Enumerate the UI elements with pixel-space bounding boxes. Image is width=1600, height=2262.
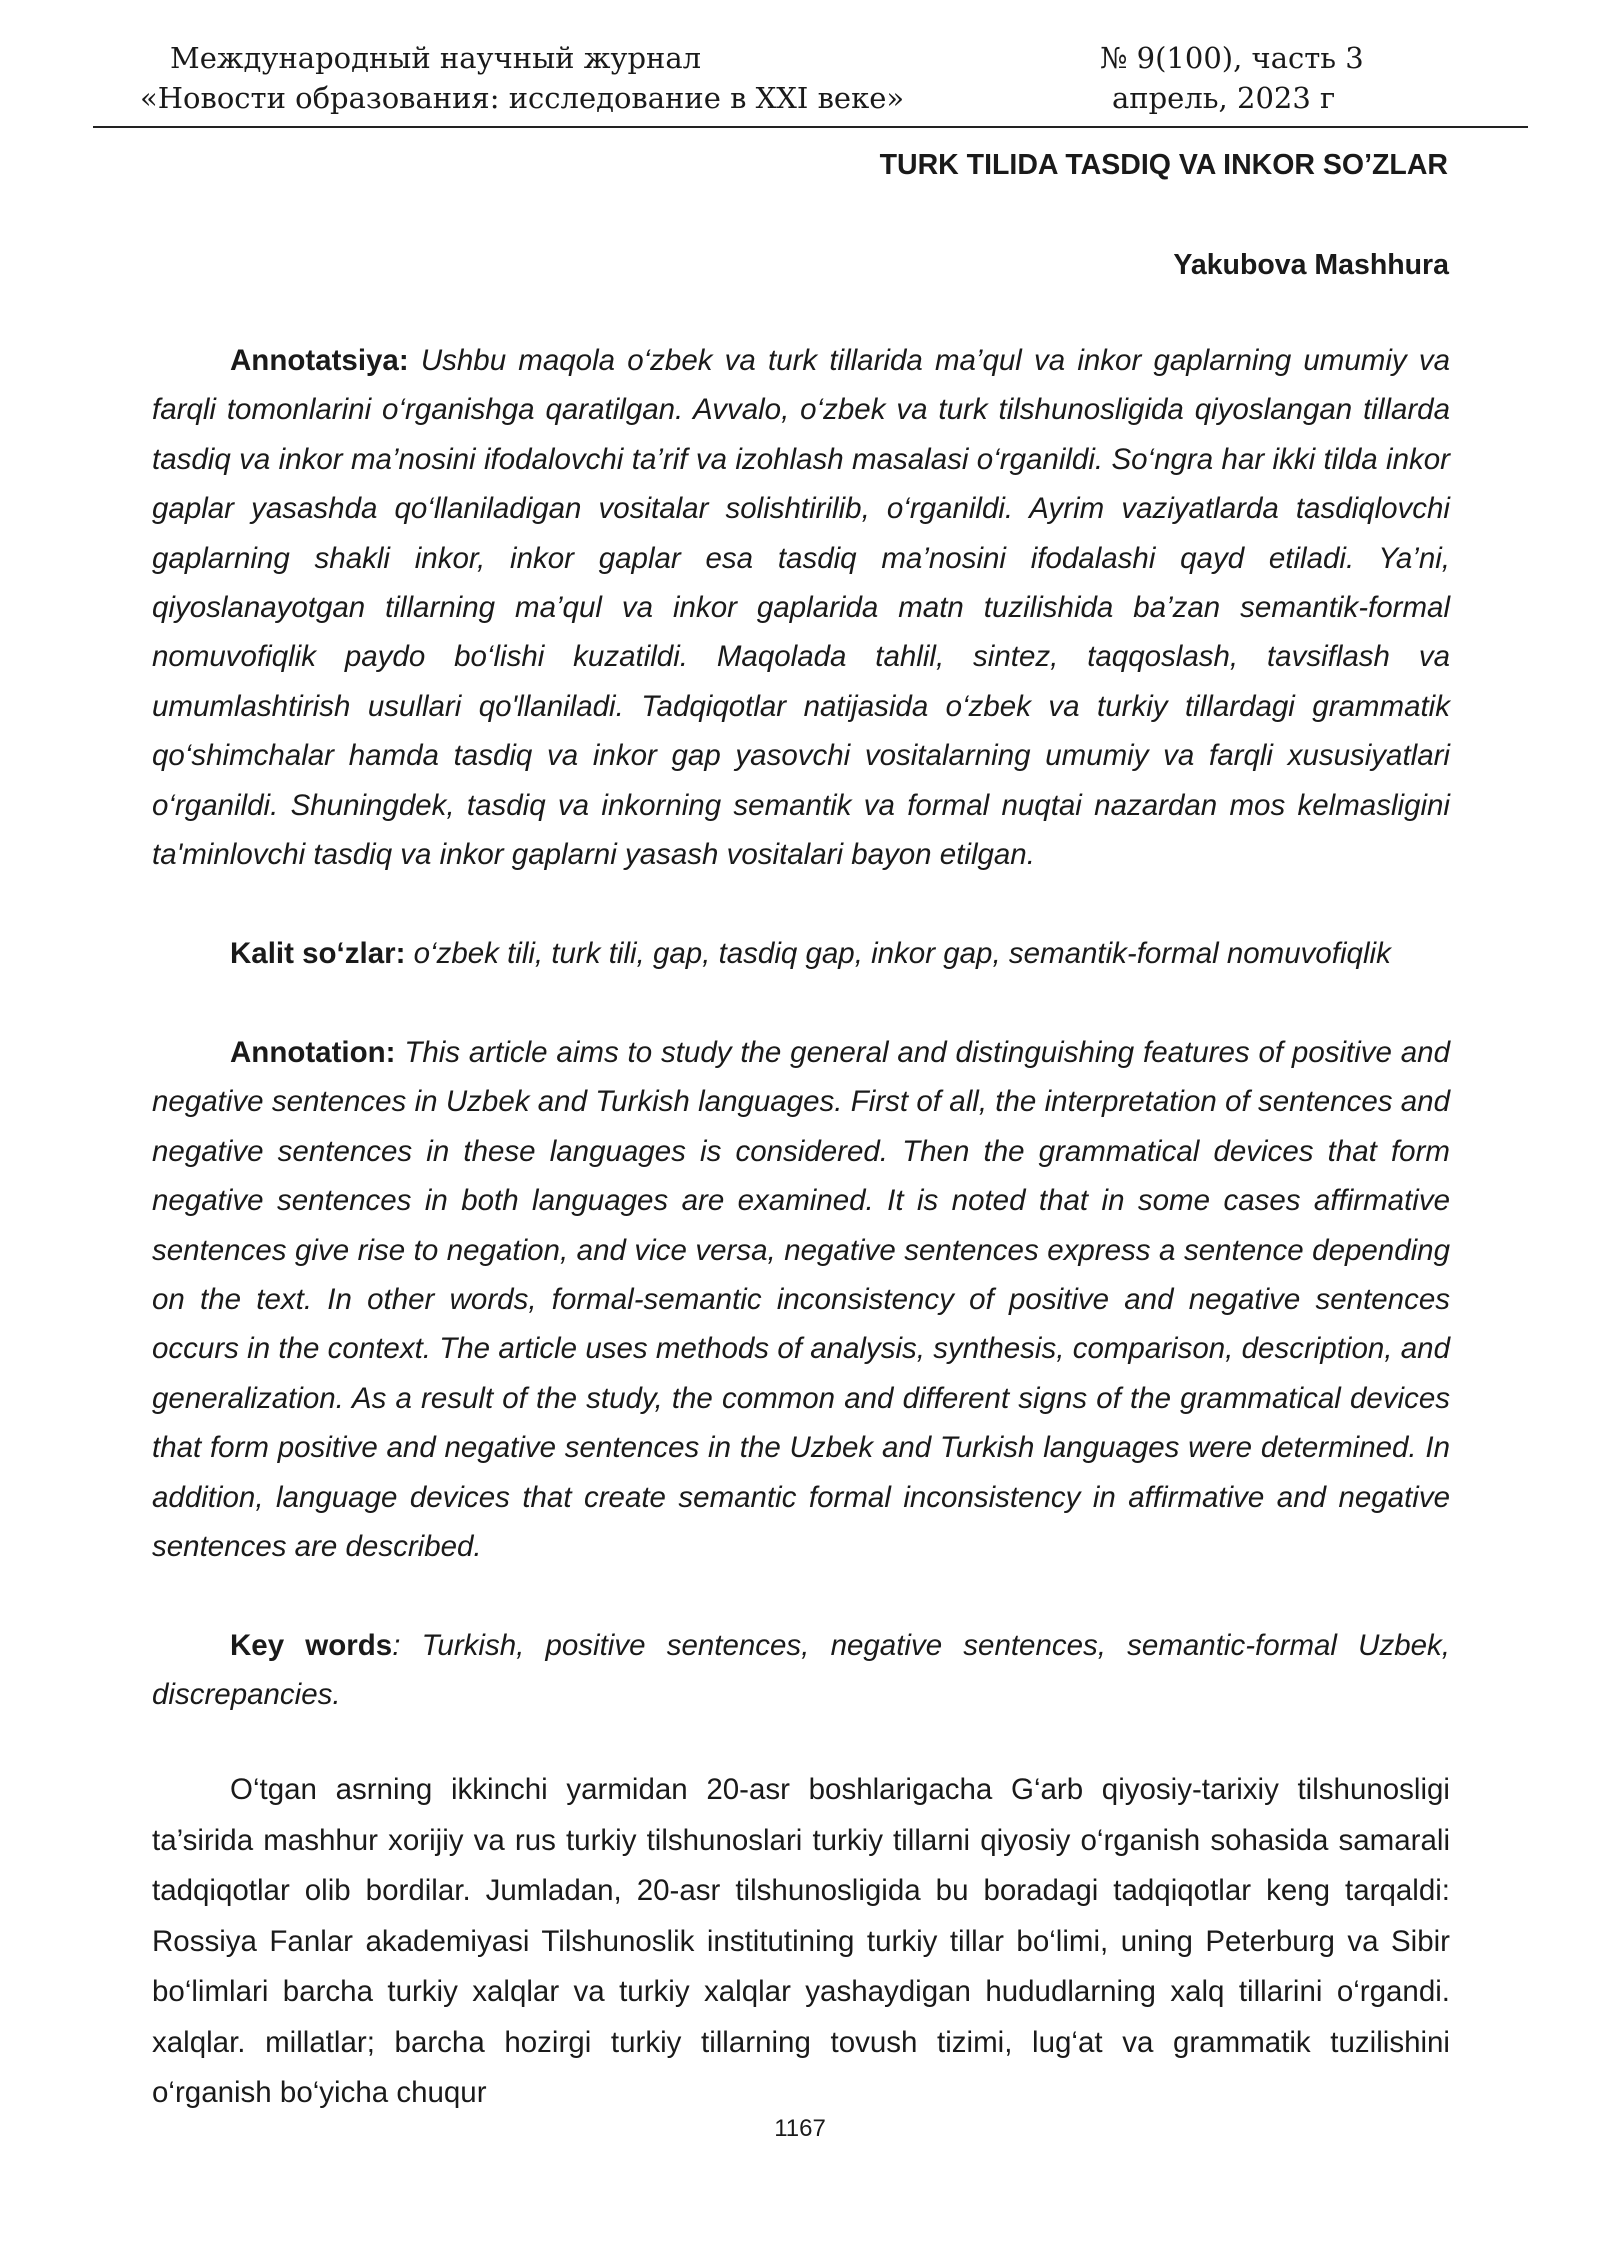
annotation-english-text: This article aims to study the general and distinguishing features of positive and negative sentences in Uzbek and Turkish languages. First of all, the interpretation of sentences and negative sentences in these languages is considered. Then the grammatical devices that form negative sentences in both languages are examined. It is noted that in some cases affirmative sentences give rise to negation, and vice versa, negative sentences express a sentence depending on the text. In other words, formal-semantic inconsistency of positive and negative sentences occurs in the context. The article uses methods of analysis, synthesis, comparison, description, and generalization. As a result of the study, the common and different signs of the grammatical devices that form positive and negative sentences in the Uzbek and Turkish languages were determined. In addition, language devices that create semantic formal inconsistency in affirmative and negative sentences are described.: [152, 1036, 1450, 1564]
keywords-english-label: Key words: [230, 1629, 393, 1662]
journal-name-line-2: «Новости образования: исследование в XXI веке»: [140, 81, 905, 115]
keywords-uzbek-text: o‘zbek tili, turk tili, gap, tasdiq gap, inkor gap, semantik-formal nomuvofiqlik: [413, 937, 1391, 970]
annotation-uzbek: [152, 336, 1450, 879]
keywords-uzbek-label: Kalit so‘zlar:: [230, 937, 406, 970]
annotation-english-label: Annotation:: [230, 1036, 396, 1069]
article-title: TURK TILIDA TASDIQ VA INKOR SO’ZLAR: [879, 149, 1448, 181]
issue-number: № 9(100), часть 3: [1100, 41, 1364, 75]
journal-name-line-1: Международный научный журнал: [170, 41, 702, 75]
annotation-uzbek-text: Ushbu maqola o‘zbek va turk tillarida ma’qul va inkor gaplarning umumiy va farqli tomonlarini o‘rganishga qaratilgan. Avvalo, o‘zbek va turk tilshunosligida qiyoslangan tillarda tasdiq va inkor ma’nosini ifodalovchi ta’rif va izohlash masalasi o‘rganildi. So‘ngra har ikki tilda inkor gaplar yasashda qo‘llaniladigan vositalar solishtirilib, o‘rganildi. Ayrim vaziyatlarda tasdiqlovchi gaplarning shakli inkor, inkor gaplar esa tasdiq ma’nosini ifodalashi qayd etiladi. Ya’ni, qiyoslanayotgan tillarning ma’qul va inkor gaplarida matn tuzilishida ba’zan semantik-formal nomuvofiqlik paydo bo‘lishi kuzatildi. Maqolada tahlil, sintez, taqqoslash, tavsiflash va umumlashtirish usullari qo'llaniladi. Tadqiqotlar natijasida o‘zbek va turkiy tillardagi grammatik qo‘shimchalar hamda tasdiq va inkor gap yasovchi vositalarning umumiy va farqli xususiyatlari o‘rganildi. Shuningdek, tasdiq va inkorning semantik va formal nuqtai nazardan mos kelmasligini ta'minlovchi tasdiq va inkor gaplarni yasash vositalari bayon etilgan.: [152, 344, 1450, 872]
annotation-english: [152, 1028, 1450, 1571]
article-author: Yakubova Mashhura: [1173, 249, 1449, 281]
journal-name-block: [140, 38, 940, 118]
keywords-english: [152, 1621, 1450, 1720]
page-number: 1167: [774, 2115, 826, 2142]
header-divider: [93, 126, 1528, 128]
issue-date: апрель, 2023 г: [1112, 81, 1336, 115]
annotation-uzbek-label: Annotatsiya:: [230, 344, 409, 377]
keywords-uzbek: [152, 929, 1450, 978]
body-paragraph: O‘tgan asrning ikkinchi yarmidan 20-asr boshlarigacha G‘arb qiyosiy-tarixiy tilshunosligi ta’sirida mashhur xorijiy va rus turkiy tilshunoslari turkiy tillarni qiyosiy o‘rganish sohasida samarali tadqiqotlar olib bordilar. Jumladan, 20-asr tilshunosligida bu boradagi tadqiqotlar keng tarqaldi: Rossiya Fanlar akademiyasi Tilshunoslik institutining turkiy tillar bo‘limi, uning Peterburg va Sibir bo‘limlari barcha turkiy xalqlar va turkiy xalqlar yashaydigan hududlarning xalq tillarini o‘rgandi. xalqlar. millatlar; barcha hozirgi turkiy tillarning tovush tizimi, lug‘at va grammatik tuzilishini o‘rganish bo‘yicha chuqur: [152, 1773, 1450, 2109]
issue-info-block: [1080, 38, 1480, 118]
keywords-english-text: : Turkish, positive sentences, negative sentences, semantic-formal Uzbek, discrepancies.: [152, 1629, 1450, 1712]
